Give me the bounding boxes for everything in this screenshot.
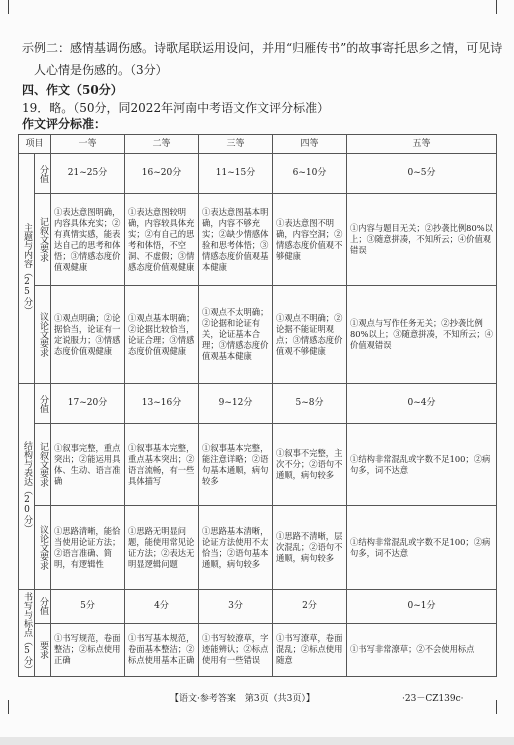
crop-mark (496, 700, 497, 714)
cell: 21~25分 (51, 154, 125, 194)
header-grade-2: 二等 (125, 135, 199, 154)
header-grade-4: 四等 (273, 135, 347, 154)
cell: ①叙事不完整，主次不分；②语句不通顺，病句较多 (273, 424, 347, 506)
cell: ①观点基本明确；②论据比较恰当，论证合理；③情感态度价值观健康 (125, 286, 199, 384)
cell: ①书写非常潦草；②不会使用标点 (347, 623, 497, 676)
group-writing: 书写与标点（5分） (19, 590, 35, 677)
cell: ①书写较潦草，字迹能辨认；②标点使用有一些错误 (199, 623, 273, 676)
header-grade-3: 三等 (199, 135, 273, 154)
cell: ①观点与写作任务无关；②抄袭比例80%以上；③随意拼凑，不知所云；④价值观错误 (347, 286, 497, 384)
table-row (19, 623, 497, 676)
cell: ①表达意图基本明确，内容不够充实；②缺少情感体验和思考体悟；③情感态度价值观基本健康 (199, 194, 273, 286)
cell: 2分 (273, 590, 347, 624)
header-grade-1: 一等 (51, 135, 125, 154)
cell: ①书写规范，卷面整洁；②标点使用正确 (51, 623, 125, 676)
header-grade-5: 五等 (347, 135, 497, 154)
cell: ①结构非常混乱或字数不足100；②病句多，词不达意 (347, 424, 497, 506)
table-row (19, 384, 497, 424)
cell: 17~20分 (51, 384, 125, 424)
cell: ①思路无明显问题，能使用常见论证方法；②表达无明显逻辑问题 (125, 506, 199, 590)
sub-score: 分值 (35, 384, 51, 424)
cell: 13~16分 (125, 384, 199, 424)
cell: 3分 (199, 590, 273, 624)
table-row (19, 286, 497, 384)
cell: 0~4分 (347, 384, 497, 424)
cell: ①表达意图不明确，内容空洞；②情感态度价值观不够健康 (273, 194, 347, 286)
question-19: 19．略。（50分，同2022年河南中考语文作文评分标准） (22, 101, 330, 115)
group-structure: 结构与表达（20分） (19, 384, 35, 590)
sub-argument: 议论文要求 (35, 286, 51, 384)
table-row (19, 506, 497, 590)
cell: 5分 (51, 590, 125, 624)
table-title: 作文评分标准： (22, 117, 107, 131)
cell: ①叙事基本完整，重点基本突出；②语言流畅，有一些具体描写 (125, 424, 199, 506)
cell: ①思路清晰，能恰当使用论证方法；②语言准确、简明，有逻辑性 (51, 506, 125, 590)
table-row (19, 194, 497, 286)
table-row (19, 590, 497, 624)
cell: 0~5分 (347, 154, 497, 194)
cell: 9~12分 (199, 384, 273, 424)
cell: 16~20分 (125, 154, 199, 194)
group-content: 主题与内容（25分） (19, 154, 35, 384)
cell: ①叙事基本完整，能注意详略；②语句基本通顺，病句较多 (199, 424, 273, 506)
cell: ①思路基本清晰，论证方法使用不太恰当；②语句基本通顺，病句较多 (199, 506, 273, 590)
cell: 11~15分 (199, 154, 273, 194)
crop-mark (496, 0, 497, 14)
sub-narrative: 记叙文要求 (35, 194, 51, 286)
cell: 6~10分 (273, 154, 347, 194)
sub-argument: 议论文要求 (35, 506, 51, 590)
table-row (19, 154, 497, 194)
grading-table (18, 134, 497, 677)
crop-mark (8, 0, 9, 14)
cell: 0~1分 (347, 590, 497, 624)
table-row (19, 424, 497, 506)
cell: ①结构非常混乱或字数不足100；②病句多，词不达意 (347, 506, 497, 590)
cell: ①书写基本规范，卷面基本整洁；②标点使用基本正确 (125, 623, 199, 676)
sub-score: 分值 (35, 154, 51, 194)
footer-code: ·23－CZ139c· (402, 694, 464, 704)
cell: 5~8分 (273, 384, 347, 424)
cell: ①书写潦草，卷面混乱；②标点使用随意 (273, 623, 347, 676)
bottom-strip (0, 737, 514, 745)
table-header-row (19, 135, 497, 154)
cell: ①表达意图较明确，内容较具体充实；②有自己的思考和体悟，不空洞、不虚假；③情感态度价值观健康 (125, 194, 199, 286)
cell: ①观点不明确；②论据不能证明观点；③情感态度价值观不够健康 (273, 286, 347, 384)
sub-narrative: 记叙文要求 (35, 424, 51, 506)
cell: ①表达意图明确，内容具体充实；②有真情实感，能表达自己的思考和体悟；③情感态度价值观健康 (51, 194, 125, 286)
crop-mark (8, 700, 9, 714)
page-footer: 【语文·参考答案 第3页（共3页）】 (170, 694, 315, 704)
cell: ①内容与题目无关；②抄袭比例80%以上；③随意拼凑，不知所云；④价值观错误 (347, 194, 497, 286)
answer-line: 人心情是伤感的。（3分） (34, 63, 168, 77)
cell: ①叙事完整，重点突出；②能运用具体、生动、语言准确 (51, 424, 125, 506)
cell: ①观点不太明确；②论据和论证有关，论证基本合理；③情感态度价值观基本健康 (199, 286, 273, 384)
sub-requirement: 要求 (35, 623, 51, 676)
cell: ①观点明确；②论据恰当，论证有一定说服力；③情感态度价值观健康 (51, 286, 125, 384)
section-heading: 四、作文（50分） (22, 83, 123, 97)
answer-line: 示例二：感情基调伤感。诗歌尾联运用设问，并用“归雁传书”的故事寄托思乡之情，可见诗 (22, 41, 503, 55)
cell: 4分 (125, 590, 199, 624)
header-item: 项目 (19, 135, 51, 154)
sub-score: 分值 (35, 590, 51, 624)
cell: ①思路不清晰，层次混乱；②语句不通顺，病句较多 (273, 506, 347, 590)
